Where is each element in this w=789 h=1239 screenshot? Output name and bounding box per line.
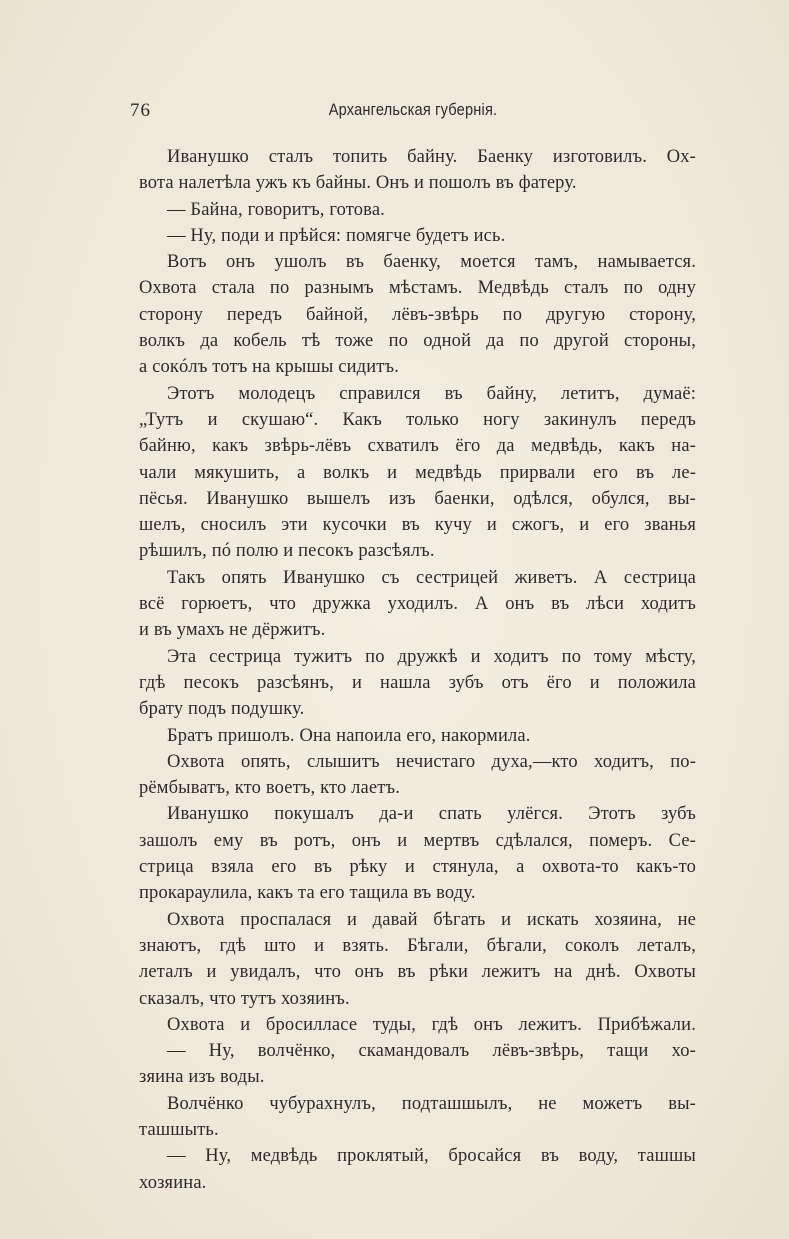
text-line: ташшыть. [139, 1119, 219, 1140]
text-line: знаютъ, гдѣ што и взять. Бѣгали, бѣгали, соколъ леталъ, [139, 935, 696, 956]
text-line: Братъ пришолъ. Она напоила его, накормила. [167, 725, 531, 746]
page-header [130, 100, 696, 124]
text-line: Иванушко покушалъ да-и спать улёгся. Этотъ зубъ [167, 804, 696, 825]
text-line: сказалъ, что тутъ хозяинъ. [139, 988, 350, 1009]
text-line: Эта сестрица тужитъ по дружкѣ и ходитъ по тому мѣсту, [167, 646, 696, 667]
running-title: Архангельская губернія. [328, 100, 498, 119]
text-line: зяина изъ воды. [139, 1067, 265, 1088]
text-line: зашолъ ему въ ротъ, онъ и мертвъ сдѣлался, померъ. Се- [139, 830, 696, 851]
text-line: леталъ и увидалъ, что онъ въ рѣки лежитъ на днѣ. Охвоты [139, 962, 696, 983]
text-line: рѣшилъ, пó полю и песокъ разсѣялъ. [139, 541, 435, 562]
text-line: Охвота проспалася и давай бѣгать и искать хозяина, не [167, 909, 696, 930]
text-line: Охвота и бросилласе туды, гдѣ онъ лежитъ. Прибѣжали. [167, 1014, 696, 1035]
text-line: всё горюетъ, что дружка уходилъ. А онъ въ лѣси ходитъ [139, 594, 696, 615]
text-line: — Ну, поди и прѣйся: помягче будетъ ись. [167, 225, 506, 246]
body-text [139, 144, 696, 1196]
text-line: рёмбыватъ, кто воетъ, кто лаетъ. [139, 778, 400, 799]
text-line: Этотъ молодецъ справился въ байну, летитъ, думаё: [167, 383, 696, 404]
text-line: Волчёнко чубурахнулъ, подташшылъ, не можетъ вы- [167, 1093, 696, 1114]
text-line: чали мякушить, а волкъ и медвѣдь прирвали его въ ле- [139, 462, 696, 483]
text-line: пёсья. Иванушко вышелъ изъ баенки, одѣлся, обулся, вы- [139, 488, 696, 509]
text-line: сторону передъ байной, лёвъ-звѣрь по другую сторону, [139, 304, 696, 325]
text-line: вота налетѣла ужъ къ байны. Онъ и пошолъ въ фатеру. [139, 173, 577, 194]
text-line: „Тутъ и скушаю“. Какъ только ногу закинулъ передъ [139, 409, 696, 430]
page-number: 76 [130, 100, 151, 121]
text-line: Охвота стала по разнымъ мѣстамъ. Медвѣдь сталъ по одну [139, 278, 696, 299]
text-line: — Ну, медвѣдь проклятый, бросайся въ воду, ташшы [167, 1146, 696, 1167]
text-line: Такъ опять Иванушко съ сестрицей живетъ. А сестрица [167, 567, 696, 588]
text-line: — Ну, волчёнко, скамандовалъ лёвъ-звѣрь, тащи хо- [167, 1041, 696, 1062]
text-line: хозяина. [139, 1172, 207, 1193]
text-line: прокараулила, какъ та его тащила въ воду. [139, 883, 476, 904]
text-line: стрица взяла его въ рѣку и стянула, а охвота-то какъ-то [139, 857, 696, 878]
text-line: брату подъ подушку. [139, 699, 305, 720]
text-line: Вотъ онъ ушолъ въ баенку, моется тамъ, намывается. [167, 252, 696, 273]
text-line: и въ умахъ не дёржитъ. [139, 620, 326, 641]
text-line: гдѣ песокъ разсѣянъ, и нашла зубъ отъ ёго и положила [139, 672, 696, 693]
text-line: — Байна, говоритъ, готова. [167, 199, 385, 220]
text-line: байню, какъ звѣрь-лёвъ схватилъ ёго да медвѣдь, какъ на- [139, 436, 696, 457]
text-line: Иванушко сталъ топить байну. Баенку изготовилъ. Ох- [167, 147, 696, 167]
text-line: шелъ, сносилъ эти кусочки въ кучу и сжогъ, и его званья [139, 515, 696, 536]
text-line: Охвота опять, слышитъ нечистаго духа,—кто ходитъ, по- [167, 751, 696, 772]
text-line: волкъ да кобель тѣ тоже по одной да по другой стороны, [139, 331, 696, 352]
text-line: a сокóлъ тотъ на крышы сидитъ. [139, 357, 399, 378]
